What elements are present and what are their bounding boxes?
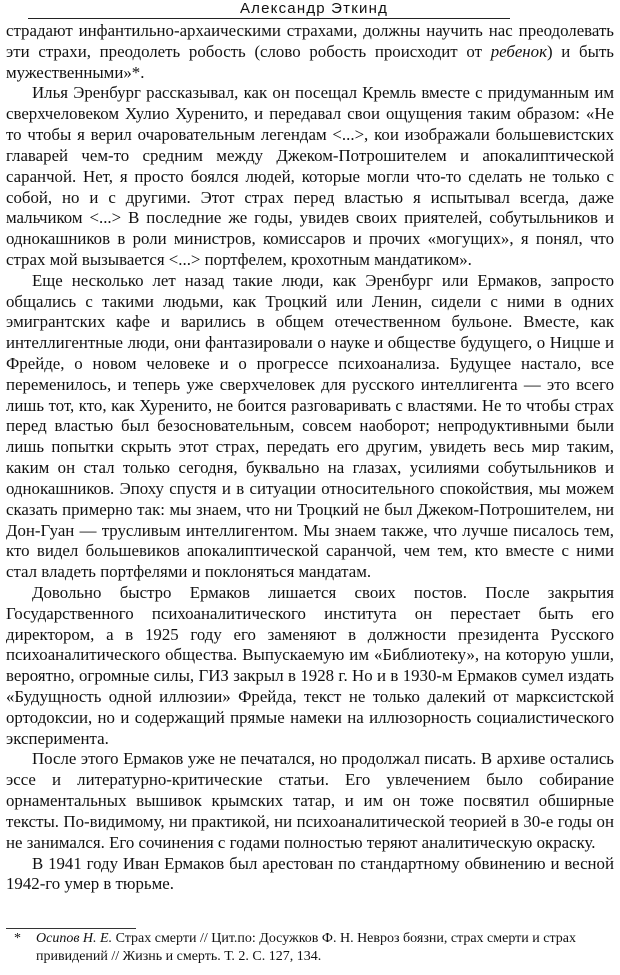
footnote-text: Страх смерти // Цит.по: Досужков Ф. Н. Невроз боязни, страх смерти и страх привидений // Жизнь и смерть. Т. 2. С. 127, 134. (36, 931, 576, 964)
paragraph-1-italic-word: ребенок (490, 41, 547, 61)
paragraph-3-text: Еще несколько лет назад такие люди, как Эренбург или Ермаков, запросто общались с такими людьми, как Троцкий или Ленин, сидели с ними в одних эмигрантских кафе и варились в общем отечественном бульоне. Вместе, как интеллигентные люди, они фантазировали о науке и обществе будущего, о Ницше и Фрейде, о новом человеке и о прогрессе психоанализа. Будущее настало, все переменилось, и теперь уже сверхчеловек для русского интеллигента — это всего лишь тот, кто, как Хуренито, не боится разговаривать с властями. Не то чтобы страх перед властью был безосновательным, совсем наоборот; непродуктивными были лишь попытки скрыть этот страх, передать его другим, увидеть весь мир таким, каким он стал только сегодня, буквально на глазах, усилиями собутыльников и однокашников. Эпоху спустя и в ситуации относительного спокойствия, мы можем сказать примерно так: мы знаем, что ни Троцкий не был Джеком-Потрошителем, ни Дон-Гуан — трусливым интеллигентом. Мы знаем также, что лучше писалось тем, кто видел большевиков апокалиптической саранчой, чем тем, кто вместе с ними стал владеть портфелями и поклоняться мандатам. (6, 270, 614, 582)
footnote-mark: * (14, 931, 21, 946)
paragraph-6-text: В 1941 году Иван Ермаков был арестован по стандартному обвинению и весной 1942-го умер в тюрьме. (6, 853, 614, 894)
paragraph-1-part-1: страдают инфантильно-архаическими страхами, должны научить нас преодолевать эти страхи, преодолеть робость (слово робость происходит от (6, 21, 614, 61)
paragraph-4 (6, 583, 614, 750)
paragraph-6 (6, 854, 614, 896)
paragraph-2-text: Илья Эренбург рассказывал, как он посещал Кремль вместе с придуманным им сверхчеловеком Хулио Хуренито, и передавал свои ощущения таким образом: «Не то чтобы я верил очаровательным легендам <...>, кои изображали большевистских главарей чем-то средним между Джеком-Потрошителем и апокалиптической саранчой. Нет, я просто боялся людей, которые могли что-то сделать не только с собой, но и с другими. Этот страх перед властью я испытывал всегда, даже мальчиком <...> В последние же годы, увидев своих приятелей, собутыльников и однокашников в роли министров, комиссаров и прочих «могущих», я понял, что страх мой вызывается <...> портфелем, крохотным мандатиком». (6, 83, 614, 269)
footnote (6, 930, 614, 966)
running-header (0, 0, 620, 19)
footnote-rule (6, 928, 136, 929)
paragraph-1-part-3: ) и быть мужественными»*. (6, 41, 614, 82)
main-text (6, 21, 614, 895)
paragraph-5-text: После этого Ермаков уже не печатался, но продолжал писать. В архиве остались эссе и литературно-критические статьи. Его увлечением было собирание орнаментальных вышивок крымских татар, и им он тоже посвятил обширные тексты. По-видимому, ни практикой, ни психоаналитической теорией в 30-е годы он не занимался. Его сочинения с годами полностью теряют аналитическую окраску. (6, 749, 614, 852)
header-rule (28, 18, 510, 19)
footnote-area (6, 930, 614, 966)
paragraph-5 (6, 749, 614, 853)
paragraph-4-text: Довольно быстро Ермаков лишается своих постов. После закрытия Государственного психоаналитического института он перестает быть его директором, а в 1925 году его заменяют в должности президента Русского психоаналитического общества. Выпускаемую им «Библиотеку», на которую ушли, вероятно, огромные силы, ГИЗ закрыл в 1928 г. Но и в 1930-м Ермаков сумел издать «Будущность одной иллюзии» Фрейда, текст не только далекий от марксистской ортодоксии, но и содержащий прямые намеки на иллюзорность социалистического эксперимента. (6, 582, 614, 748)
running-title: Александр Эткинд (239, 0, 389, 17)
paragraph-2 (6, 83, 614, 270)
footnote-author: Осипов Н. Е. (36, 931, 113, 946)
paragraph-3 (6, 271, 614, 583)
paragraph-1 (6, 21, 614, 83)
